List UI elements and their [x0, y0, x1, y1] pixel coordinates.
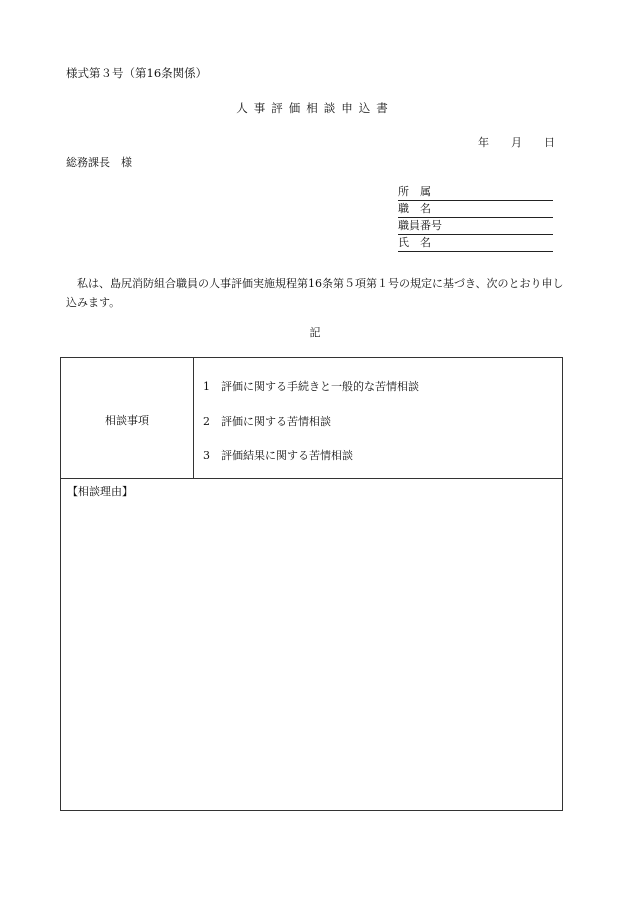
addressee: 総務課長 様	[66, 156, 132, 169]
item-number: 2	[203, 415, 210, 428]
affiliation-field[interactable]	[398, 185, 553, 201]
consultation-row	[61, 358, 562, 479]
affiliation-label: 所 属	[398, 185, 431, 198]
employee-number-field[interactable]	[398, 219, 553, 235]
name-label: 氏 名	[398, 236, 431, 249]
position-label: 職 名	[398, 202, 431, 215]
consultation-label-cell	[61, 358, 194, 478]
consultation-table	[60, 357, 563, 811]
position-field[interactable]	[398, 202, 553, 218]
employee-number-label: 職員番号	[398, 219, 442, 232]
name-field[interactable]	[398, 236, 553, 252]
date-year-label: 年	[478, 136, 489, 149]
item-text: 評価結果に関する苦情相談	[221, 449, 353, 462]
item-number: 3	[203, 449, 210, 462]
item-text: 評価に関する手続きと一般的な苦情相談	[221, 380, 419, 393]
consultation-item-1[interactable]	[203, 378, 419, 394]
date-day-label: 日	[544, 136, 555, 149]
consultation-label: 相談事項	[105, 414, 149, 427]
ki-heading: 記	[309, 326, 321, 339]
form-number-label: 様式第３号（第16条関係）	[66, 66, 208, 80]
consultation-item-3[interactable]	[203, 447, 353, 463]
consultation-item-2[interactable]	[203, 413, 331, 429]
item-number: 1	[203, 380, 210, 393]
request-statement: 私は、島尻消防組合職員の人事評価実施規程第16条第５項第１号の規定に基づき、次のとおり申し込みます。	[66, 277, 564, 309]
date-month-label: 月	[511, 136, 522, 149]
reason-label: 【相談理由】	[67, 485, 133, 498]
item-text: 評価に関する苦情相談	[221, 415, 331, 428]
document-title: 人事評価相談申込書	[236, 101, 394, 115]
date-line	[478, 134, 555, 150]
